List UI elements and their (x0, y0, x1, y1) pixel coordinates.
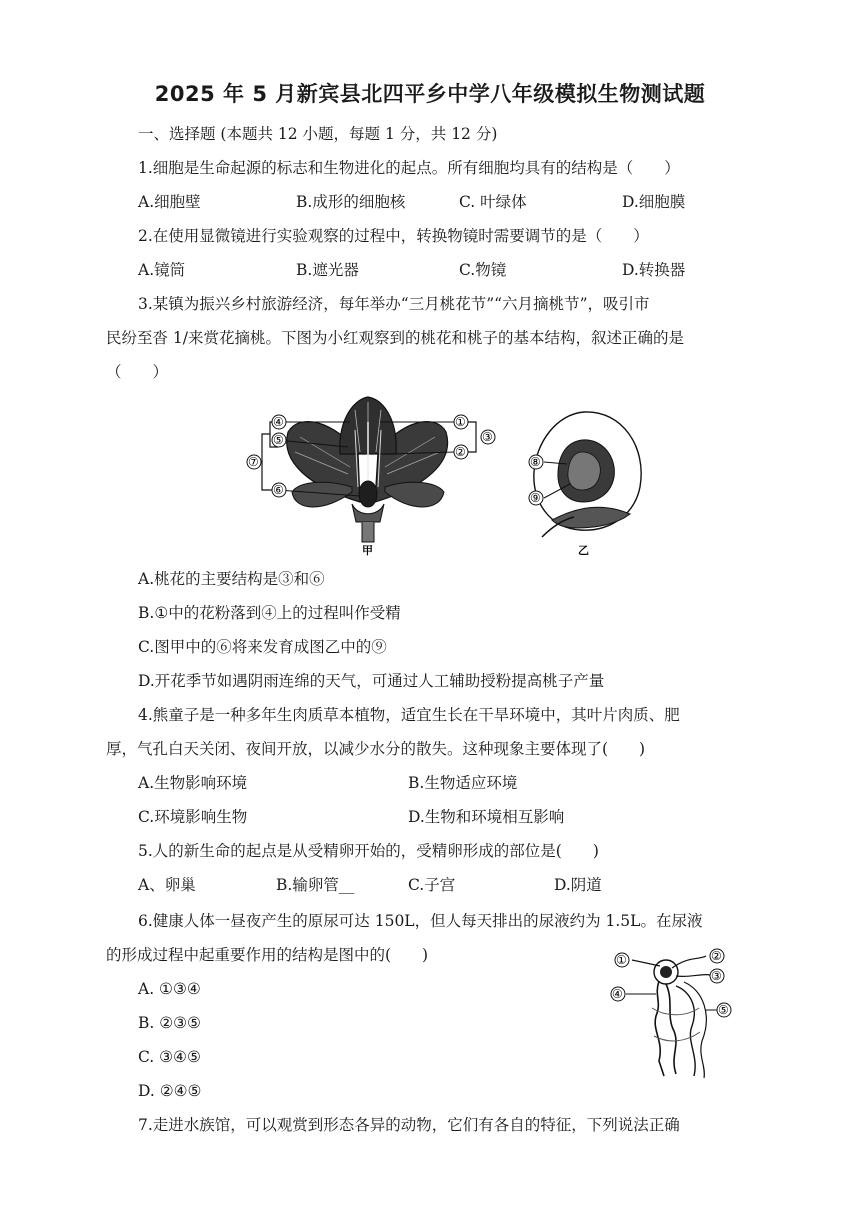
q4-option-b[interactable]: B.生物适应环境 (408, 774, 518, 792)
q6-option-c[interactable]: C. ③④⑤ (138, 1048, 201, 1066)
page-title: 2025 年 5 月新宾县北四平乡中学八年级模拟生物测试题 (154, 82, 706, 106)
flower-label-6: ⑥ (273, 483, 284, 497)
q5-option-a[interactable]: A、卵巢 (138, 876, 196, 894)
q4-option-c[interactable]: C.环境影响生物 (138, 808, 248, 826)
question-3-stem-line1: 3.某镇为振兴乡村旅游经济，每年举办“三月桃花节”“六月摘桃节”，吸引市 (138, 295, 650, 313)
q2-option-d[interactable]: D.转换器 (622, 261, 686, 279)
q2-option-a[interactable]: A.镜筒 (138, 261, 186, 279)
section-heading: 一、选择题 (本题共 12 小题，每题 1 分，共 12 分) (138, 125, 498, 143)
q1-option-b[interactable]: B.成形的细胞核 (296, 193, 406, 211)
q1-option-a[interactable]: A.细胞壁 (138, 193, 201, 211)
question-3-stem-line3: （ ） (106, 363, 169, 381)
nephron-label-5: ⑤ (718, 1003, 729, 1017)
q3-option-b[interactable]: B.①中的花粉落到④上的过程叫作受精 (138, 604, 401, 622)
question-5-stem: 5.人的新生命的起点是从受精卵开始的，受精卵形成的部位是( ) (138, 842, 599, 860)
flower-label-1: ① (455, 415, 466, 429)
figure-caption-jia: 甲 (362, 544, 373, 557)
q6-option-b[interactable]: B. ②③⑤ (138, 1014, 201, 1032)
q1-option-d[interactable]: D.细胞膜 (622, 193, 686, 211)
fruit-label-9: ⑨ (530, 491, 541, 505)
q1-option-c[interactable]: C. 叶绿体 (459, 193, 527, 211)
question-4-stem-line2: 厚，气孔白天关闭、夜间开放，以减少水分的散失。这种现象主要体现了( ) (106, 740, 646, 758)
nephron-figure (604, 946, 750, 1081)
q2-option-c[interactable]: C.物镜 (459, 261, 507, 279)
question-2-stem: 2.在使用显微镜进行实验观察的过程中，转换物镜时需要调节的是（ ） (138, 227, 649, 245)
flower-label-3: ③ (482, 430, 493, 444)
q5-option-d[interactable]: D.阴道 (554, 876, 602, 894)
nephron-label-2: ② (711, 949, 722, 963)
nephron-label-3: ③ (711, 969, 722, 983)
q3-option-a[interactable]: A.桃花的主要结构是③和⑥ (138, 570, 325, 588)
nephron-label-4: ④ (612, 987, 623, 1001)
flower-label-5: ⑤ (273, 433, 284, 447)
question-3-stem-line2: 民纷至沓 1/来赏花摘桃。下图为小红观察到的桃花和桃子的基本结构，叙述正确的是 (106, 329, 685, 347)
fruit-label-8: ⑧ (530, 455, 541, 469)
q4-option-d[interactable]: D.生物和环境相互影响 (408, 808, 565, 826)
question-4-stem-line1: 4.熊童子是一种多年生肉质草本植物，适宜生长在干旱环境中，其叶片肉质、肥 (138, 706, 680, 724)
question-6-stem-line2: 的形成过程中起重要作用的结构是图中的( ) (106, 946, 429, 964)
peach-fruit-figure (522, 402, 652, 557)
q5-option-c[interactable]: C.子宫 (408, 876, 456, 894)
flower-label-4: ④ (273, 415, 284, 429)
q2-option-b[interactable]: B.遮光器 (296, 261, 359, 279)
question-7-stem-line1: 7.走进水族馆，可以观赏到形态各异的动物，它们有各自的特征，下列说法正确 (138, 1116, 680, 1134)
figure-caption-yi: 乙 (578, 544, 589, 557)
question-1-stem: 1.细胞是生命起源的标志和生物进化的起点。所有细胞均具有的结构是（ ） (138, 159, 680, 177)
q3-option-d[interactable]: D.开花季节如遇阴雨连绵的天气，可通过人工辅助授粉提高桃子产量 (138, 672, 605, 690)
q5-option-b[interactable]: B.输卵管__ (276, 876, 355, 894)
nephron-label-1: ① (616, 953, 627, 967)
flower-label-2: ② (455, 445, 466, 459)
question-6-stem-line1: 6.健康人体一昼夜产生的原尿可达 150L，但人每天排出的尿液约为 1.5L。在尿液 (138, 912, 703, 930)
q3-option-c[interactable]: C.图甲中的⑥将来发育成图乙中的⑨ (138, 638, 387, 656)
q6-option-a[interactable]: A. ①③④ (138, 980, 201, 998)
q6-option-d[interactable]: D. ②④⑤ (138, 1082, 202, 1100)
q4-option-a[interactable]: A.生物影响环境 (138, 774, 248, 792)
flower-label-7: ⑦ (248, 455, 259, 469)
peach-flower-figure (240, 392, 510, 557)
